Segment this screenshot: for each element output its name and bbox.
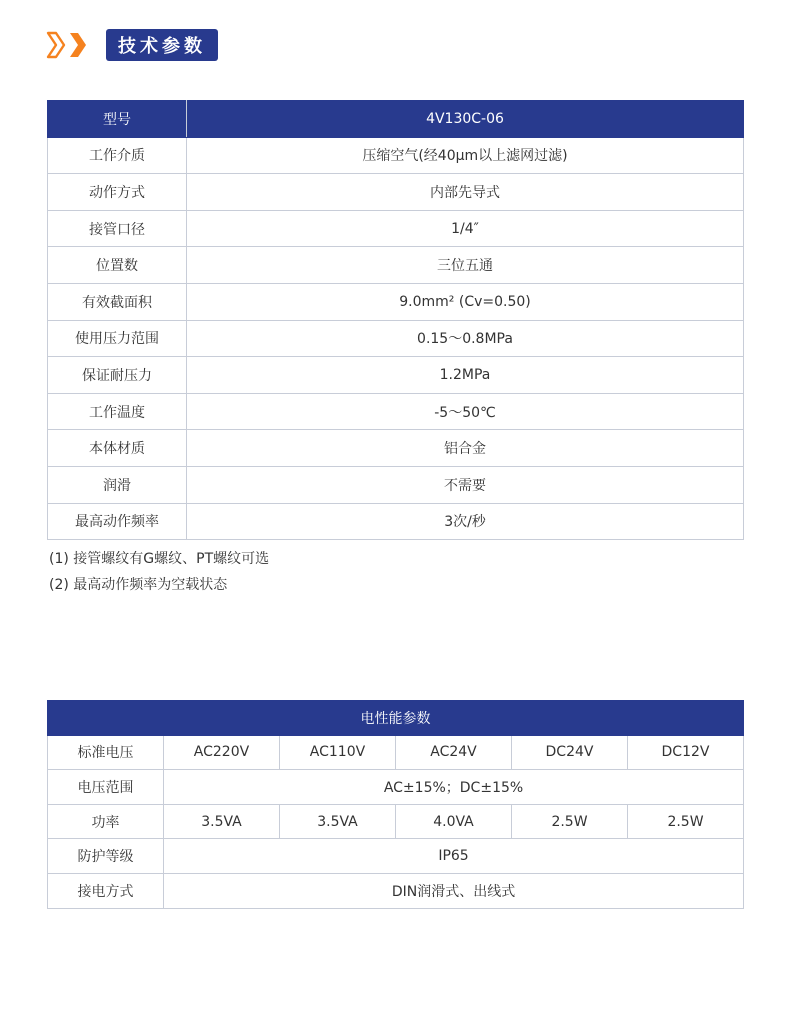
- row-label: 动作方式: [48, 174, 187, 211]
- table-row: [48, 393, 744, 430]
- table-row: [48, 137, 744, 174]
- table-row: [48, 770, 744, 805]
- notes: [49, 546, 269, 598]
- table-row: [48, 320, 744, 357]
- row-label: 标准电压: [48, 735, 164, 770]
- note-item: (2) 最高动作频率为空载状态: [49, 577, 228, 593]
- row-value: 1/4″: [187, 210, 744, 247]
- voltage-cell: AC24V: [396, 735, 512, 770]
- table-row: [48, 174, 744, 211]
- row-label: 防护等级: [48, 839, 164, 874]
- row-label: 润滑: [48, 466, 187, 503]
- row-label: 工作介质: [48, 137, 187, 174]
- electrical-title: 电性能参数: [48, 701, 744, 736]
- power-cell: 3.5VA: [164, 804, 280, 839]
- row-value: -5～50℃: [187, 393, 744, 430]
- row-label: 本体材质: [48, 430, 187, 467]
- row-value: AC±15%；DC±15%: [164, 770, 744, 805]
- row-value: 不需要: [187, 466, 744, 503]
- section-title: 技术参数: [106, 29, 218, 61]
- power-cell: 2.5W: [512, 804, 628, 839]
- voltage-cell: DC12V: [628, 735, 744, 770]
- row-value: 1.2MPa: [187, 357, 744, 394]
- model-value: 4V130C-06: [187, 101, 744, 138]
- table-row: [48, 430, 744, 467]
- row-value: 内部先导式: [187, 174, 744, 211]
- table-row: [48, 735, 744, 770]
- tech-spec-table: [47, 100, 744, 540]
- table-header-row: [48, 101, 744, 138]
- voltage-cell: DC24V: [512, 735, 628, 770]
- voltage-cell: AC110V: [280, 735, 396, 770]
- row-label: 使用压力范围: [48, 320, 187, 357]
- power-cell: 4.0VA: [396, 804, 512, 839]
- row-label: 电压范围: [48, 770, 164, 805]
- row-value: 压缩空气(经40μm以上滤网过滤): [187, 137, 744, 174]
- row-label: 最高动作频率: [48, 503, 187, 540]
- table-row: [48, 357, 744, 394]
- model-label: 型号: [48, 101, 187, 138]
- row-label: 接管口径: [48, 210, 187, 247]
- voltage-cell: AC220V: [164, 735, 280, 770]
- row-value: IP65: [164, 839, 744, 874]
- row-value: 3次/秒: [187, 503, 744, 540]
- row-value: 三位五通: [187, 247, 744, 284]
- table-row: [48, 466, 744, 503]
- chevron-right-icon: [46, 28, 102, 62]
- table-row: [48, 839, 744, 874]
- table-row: [48, 247, 744, 284]
- note-item: (1) 接管螺纹有G螺纹、PT螺纹可选: [49, 551, 270, 567]
- power-cell: 3.5VA: [280, 804, 396, 839]
- row-value: 0.15～0.8MPa: [187, 320, 744, 357]
- electrical-spec-table: [47, 700, 744, 909]
- section-heading: [46, 28, 218, 62]
- table-row: [48, 804, 744, 839]
- row-label: 工作温度: [48, 393, 187, 430]
- table-row: [48, 873, 744, 908]
- table-header-row: [48, 701, 744, 736]
- table-row: [48, 283, 744, 320]
- row-value: DIN润滑式、出线式: [164, 873, 744, 908]
- power-cell: 2.5W: [628, 804, 744, 839]
- row-label: 保证耐压力: [48, 357, 187, 394]
- table-row: [48, 503, 744, 540]
- row-value: 铝合金: [187, 430, 744, 467]
- row-label: 有效截面积: [48, 283, 187, 320]
- row-label: 功率: [48, 804, 164, 839]
- row-label: 位置数: [48, 247, 187, 284]
- table-row: [48, 210, 744, 247]
- row-value: 9.0mm² (Cv=0.50): [187, 283, 744, 320]
- row-label: 接电方式: [48, 873, 164, 908]
